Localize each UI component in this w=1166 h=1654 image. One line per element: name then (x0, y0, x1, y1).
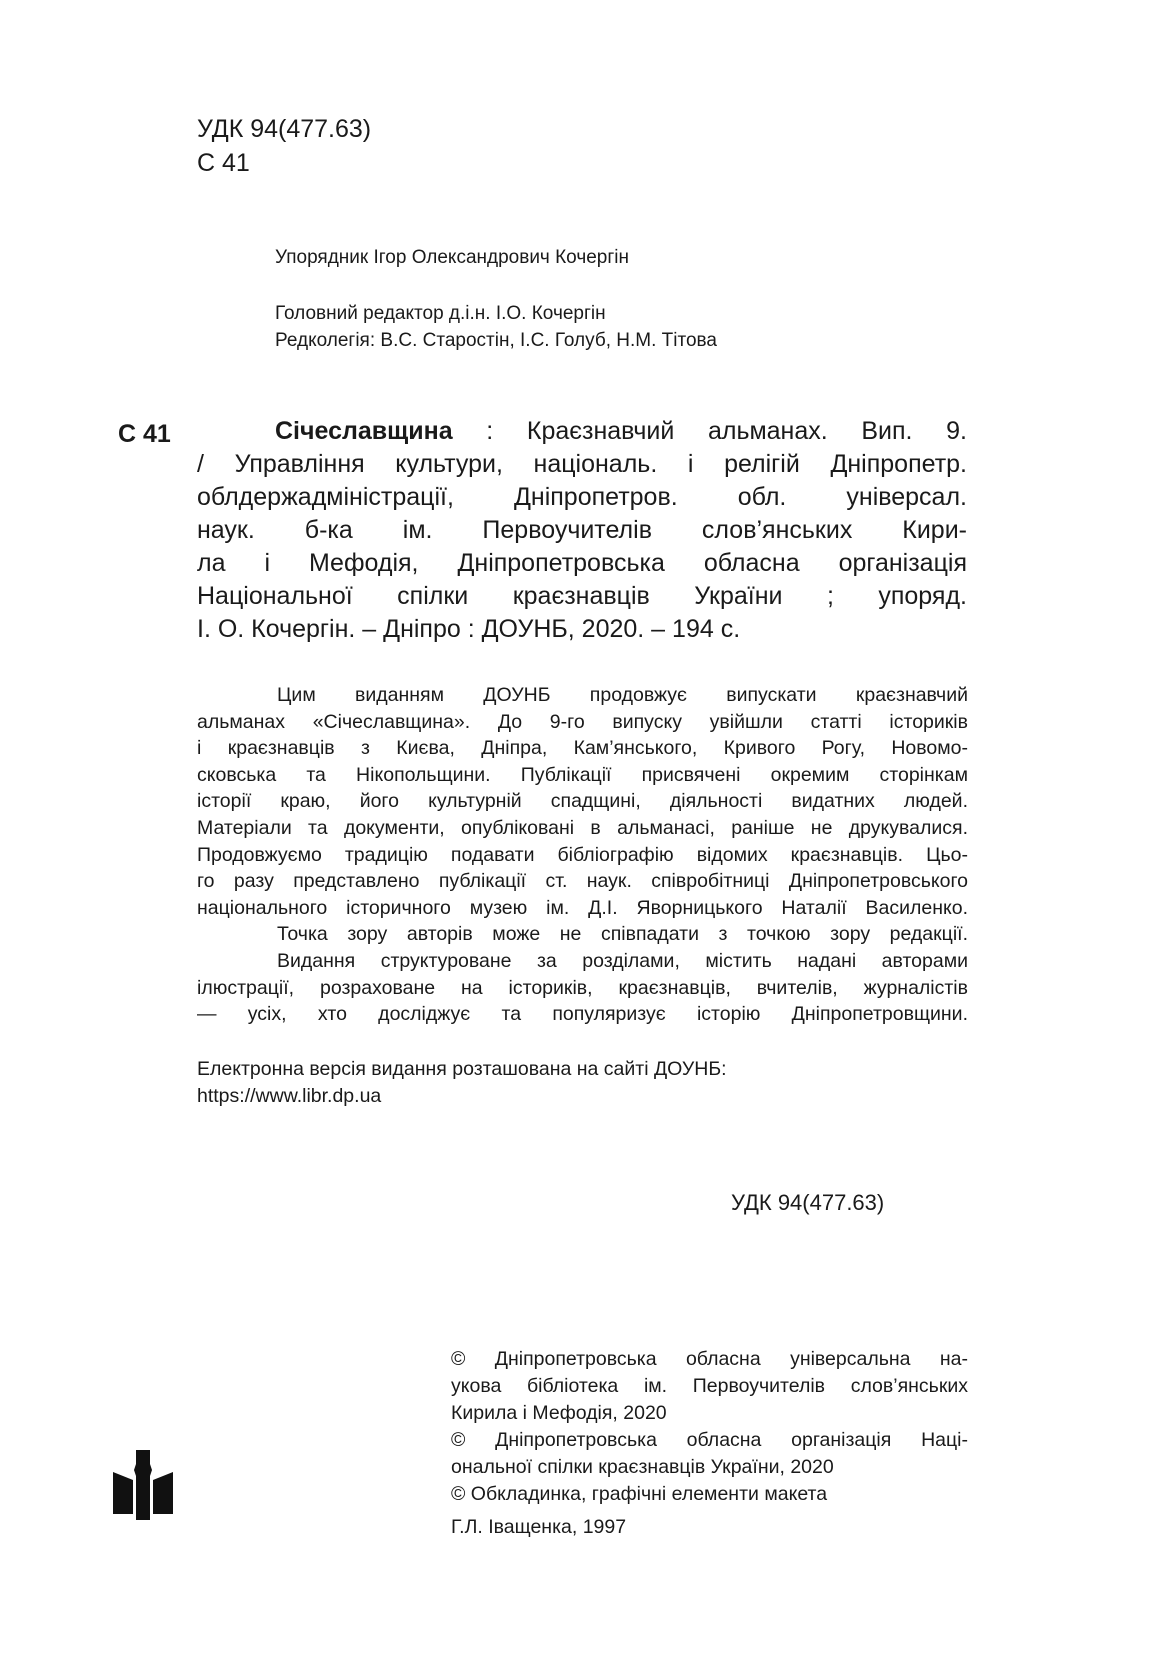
publisher-logo-icon (113, 1450, 173, 1520)
abstract-line: історії краю, його культурній спадщині, діяльності видатних людей. (197, 790, 968, 813)
abstract-line: національного історичного музею ім. Д.І. Яворницького Наталії Василенко. (197, 896, 968, 919)
udk-code: УДК 94(477.63) (197, 115, 372, 143)
editors-block (275, 300, 717, 354)
copyright-line: Г.Л. Іващенка, 1997 (451, 1516, 627, 1538)
entry-line-5: ла і Мефодія, Дніпропетровська обласна організація (197, 549, 967, 577)
catalog-code: С 41 (197, 149, 250, 177)
copyright-line: © Дніпропетровська обласна універсальна на- (451, 1348, 968, 1370)
bibliographic-entry (197, 415, 967, 646)
entry-line-4: наук. б-ка ім. Первоучителів слов’янських Кири- (197, 516, 967, 544)
copyright-line: © Обкладинка, графічні елементи макета (451, 1483, 828, 1505)
copyright-line: Кирила і Мефодія, 2020 (451, 1402, 667, 1424)
website-link[interactable]: https://www.libr.dp.ua (197, 1085, 382, 1107)
entry-line-7: І. О. Кочергін. – Дніпро : ДОУНБ, 2020. – 194 с. (197, 615, 741, 643)
abstract-line: Видання структуроване за розділами, містить надані авторами (277, 949, 968, 972)
abstract-line: Продовжуємо традицію подавати бібліографію відомих краєзнавців. Цьо- (197, 843, 968, 866)
abstract-line: Точка зору авторів може не співпадати з точкою зору редакції. (277, 923, 968, 946)
chief-editor-line: Головний редактор д.і.н. І.О. Кочергін (275, 303, 606, 324)
copyright-line: © Дніпропетровська обласна організація Наці- (451, 1429, 968, 1451)
editorial-board-line: Редколегія: В.С. Старостін, І.С. Голуб, Н.М. Тітова (275, 330, 717, 351)
abstract-line: Цим виданням ДОУНБ продовжує випускати краєзнавчий (277, 684, 968, 706)
abstract-line: Матеріали та документи, опубліковані в альманасі, раніше не друкувалися. (197, 816, 968, 839)
copyright-block (451, 1346, 968, 1541)
copyright-line: ональної спілки краєзнавців України, 2020 (451, 1456, 834, 1478)
entry-line-6: Національної спілки краєзнавців України ; упоряд. (197, 582, 967, 610)
entry-line-1 (197, 415, 967, 448)
entry-line-2: / Управління культури, національ. і релігій Дніпропетр. (197, 450, 967, 478)
side-catalog-code: С 41 (118, 420, 171, 448)
abstract-line: го разу представлено публікації ст. наук. співробітниці Дніпропетровського (197, 870, 968, 893)
abstract (197, 682, 968, 1028)
entry-title: Січеславщина (275, 417, 453, 445)
compiler-line: Упорядник Ігор Олександрович Кочергін (275, 247, 630, 268)
abstract-line: сковська та Нікопольщини. Публікації присвячені окремим сторінкам (197, 763, 968, 786)
abstract-line: альманах «Січеславщина». До 9-го випуску увійшли статті істориків (197, 710, 968, 733)
udk-footer: УДК 94(477.63) (731, 1190, 885, 1215)
entry-line-1-rest: : Краєзнавчий альманах. Вип. 9. (452, 417, 967, 445)
online-version (197, 1056, 727, 1110)
copyright-line: укова бібліотека ім. Первоучителів слов’янських (451, 1375, 968, 1397)
abstract-line: — усіх, хто досліджує та популяризує історію Дніпропетровщини. (197, 1003, 968, 1026)
abstract-line: ілюстрації, розраховане на істориків, краєзнавців, вчителів, журналістів (197, 976, 968, 999)
entry-line-3: облдержадміністрації, Дніпропетров. обл. універсал. (197, 483, 967, 511)
online-version-text: Електронна версія видання розташована на сайті ДОУНБ: (197, 1058, 727, 1080)
abstract-line: і краєзнавців з Києва, Дніпра, Кам’янського, Кривого Рогу, Новомо- (197, 737, 968, 760)
udk-header (197, 112, 371, 180)
